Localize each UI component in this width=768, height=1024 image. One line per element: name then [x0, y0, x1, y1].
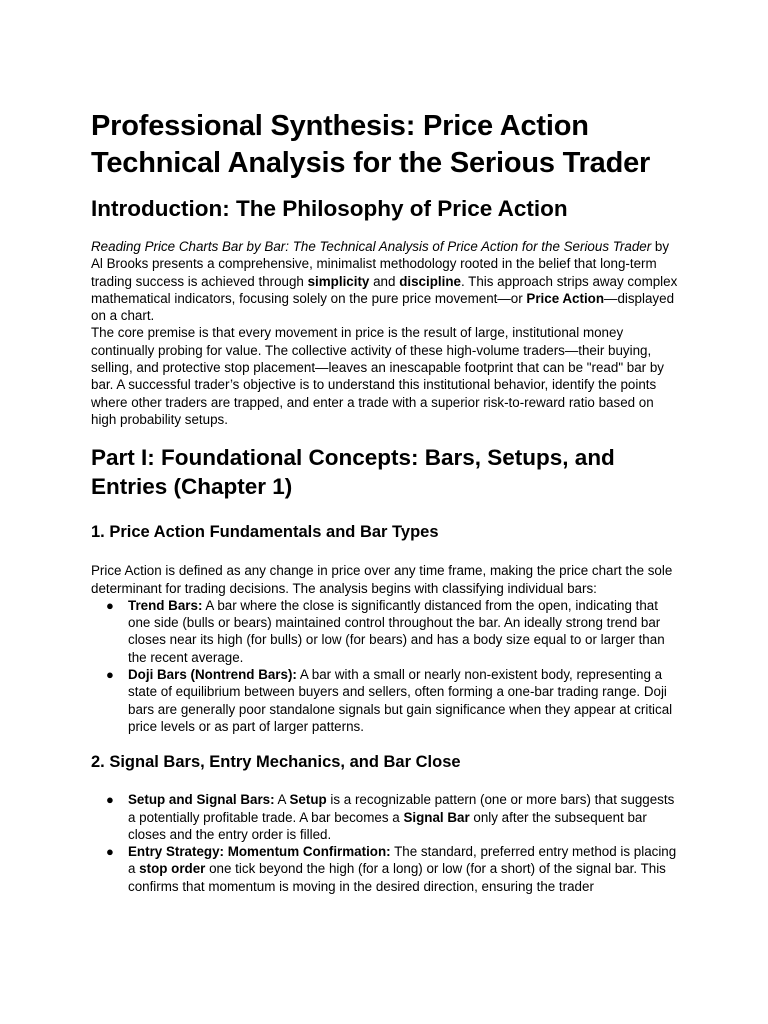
- intro-paragraph-2: The core premise is that every movement in price is the result of large, institutional money continually probing for value. The collective activity of these high-volume traders—their buying, selling, and protective stop placement—leaves an inescapable footprint that can be "read" bar by bar. A successful trader’s objective is to understand this institutional behavior, identify the points where other traders are trapped, and enter a trade with a superior risk-to-reward ratio based on high probability setups.: [91, 325, 665, 427]
- intro-text: —displayed on a chart.: [91, 290, 675, 324]
- emphasis-simplicity: simplicity: [307, 273, 370, 289]
- list-item-text: A bar with a small or nearly non-existent body, representing a state of equilibrium between buyers and sellers, often forming a one-bar trading range. Doji bars are generally poor standalone signals but gain significance when they appear at critical price levels or as part of larger patterns.: [128, 667, 673, 734]
- bullet-icon: ●: [106, 667, 114, 683]
- section1-heading: 1. Price Action Fundamentals and Bar Types: [91, 523, 439, 542]
- list-item-label: Entry Strategy: Momentum Confirmation:: [128, 844, 391, 860]
- intro-text: and: [369, 273, 400, 289]
- list-item: [106, 666, 682, 735]
- list-item-label: Doji Bars (Nontrend Bars):: [128, 667, 297, 683]
- list-item-text: is a recognizable pattern (one or more bars) that suggests a potentially profitable trade. A bar becomes a: [128, 792, 675, 825]
- list-item-text: A: [274, 792, 290, 808]
- list-item-text: A bar where the close is significantly distanced from the open, indicating that one side (bulls or bears) maintained control throughout the bar. An ideally strong trend bar closes near its high (for bulls) or low (for bears) and has a body size equal to or larger than the recent average.: [128, 597, 665, 665]
- emphasis-signal-bar: Signal Bar: [403, 809, 470, 825]
- signal-bars-list: [91, 791, 682, 895]
- document-title: Professional Synthesis: Price Action Technical Analysis for the Serious Trader: [91, 110, 651, 179]
- bullet-icon: ●: [106, 597, 114, 613]
- list-item: [106, 843, 682, 895]
- emphasis-stop-order: stop order: [139, 861, 206, 877]
- section1-paragraph: Price Action is defined as any change in price over any time frame, making the price chart the sole determinant for trading decisions. The analysis begins with classifying individual bars:: [91, 563, 673, 596]
- intro-text: . This approach strips away complex mathematical indicators, focusing solely on the pure price movement—or: [91, 273, 678, 306]
- bar-types-list: [91, 597, 682, 735]
- bullet-icon: ●: [106, 844, 114, 860]
- emphasis-price-action: Price Action: [526, 290, 605, 306]
- list-item: [106, 597, 682, 666]
- list-item-text: only after the subsequent bar closes and the entry order is filled.: [128, 809, 647, 842]
- section2-heading: 2. Signal Bars, Entry Mechanics, and Bar Close: [91, 753, 461, 772]
- list-item-label: Setup and Signal Bars:: [128, 792, 275, 808]
- emphasis-setup: Setup: [289, 792, 327, 808]
- list-item-label: Trend Bars:: [128, 597, 203, 613]
- intro-text: by Al Brooks presents a comprehensive, minimalist methodology rooted in the belief that long-term trading success is achieved through: [91, 239, 670, 289]
- part1-heading: Part I: Foundational Concepts: Bars, Setups, and Entries (Chapter 1): [91, 445, 615, 500]
- list-item: [106, 791, 682, 843]
- list-item-text: The standard, preferred entry method is placing a: [128, 844, 677, 877]
- book-title: Reading Price Charts Bar by Bar: The Technical Analysis of Price Action for the Serious Trader: [91, 239, 652, 254]
- emphasis-discipline: discipline: [399, 273, 461, 289]
- intro-heading: Introduction: The Philosophy of Price Action: [91, 196, 568, 221]
- list-item-text: one tick beyond the high (for a long) or low (for a short) of the signal bar. This confirms that momentum is moving in the desired direction, ensuring the trader: [128, 861, 666, 894]
- bullet-icon: ●: [106, 792, 114, 808]
- intro-paragraph-1: [91, 238, 682, 324]
